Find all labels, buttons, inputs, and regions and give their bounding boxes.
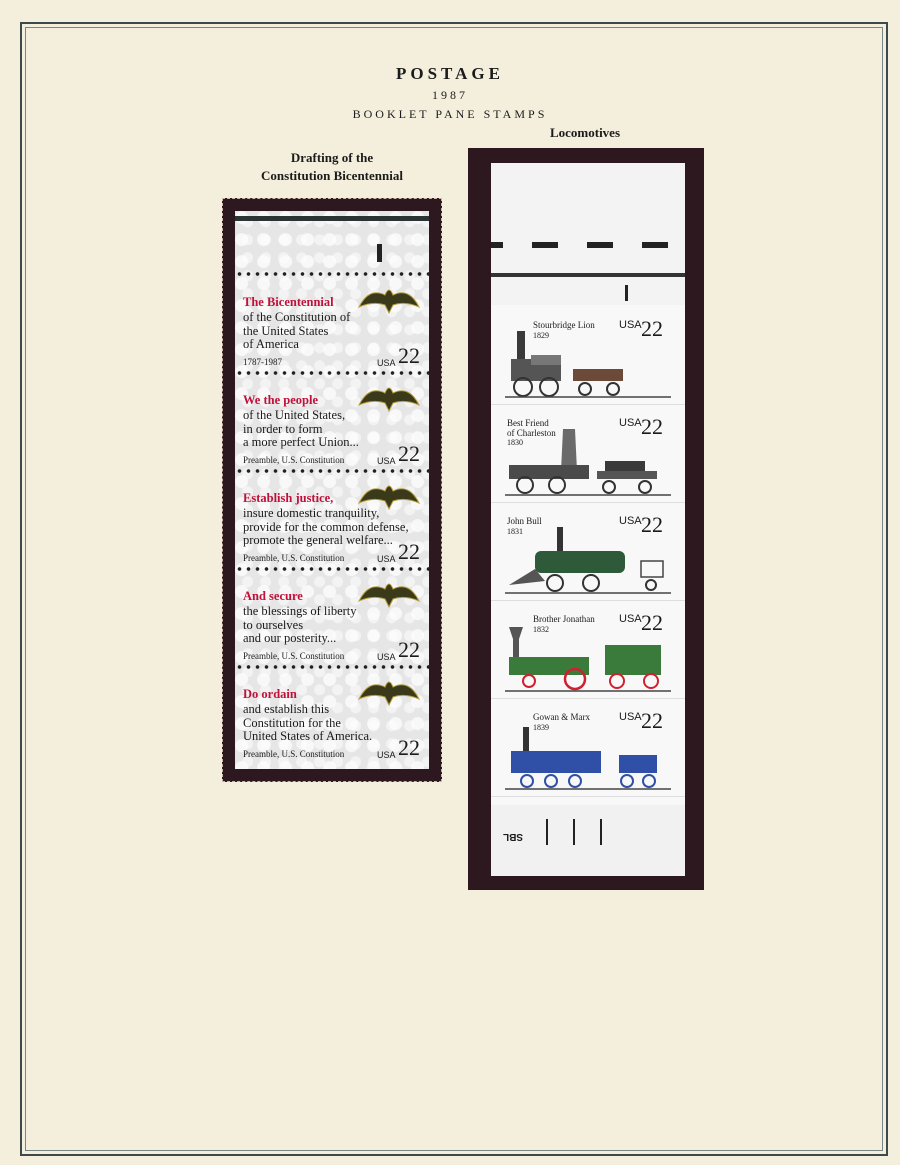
locomotive-illustration <box>505 427 671 497</box>
stamp-value: 22 <box>398 441 420 466</box>
plate-mark <box>377 244 382 262</box>
eagle-icon <box>357 381 421 413</box>
stamp-country: USA <box>377 456 396 466</box>
stamp-country: USA <box>377 358 396 368</box>
locomotive-year: 1829 <box>533 330 549 340</box>
constitution-caption-line2: Constitution Bicentennial <box>261 168 403 183</box>
constitution-stamp-5 <box>235 669 429 767</box>
locomotives-caption: Locomotives <box>549 125 621 140</box>
stamp-country: USA <box>619 711 642 723</box>
stamp-footer: Preamble, U.S. Constitution <box>243 651 345 661</box>
locomotive-year: 1830 <box>507 438 523 447</box>
plate-mark-label: SBL <box>503 831 523 842</box>
stamp-body: the blessings of liberty to ourselves and our posterity... <box>243 604 357 645</box>
stamp-value: 22 <box>398 735 420 760</box>
locomotive-name-text: Gowan & Marx <box>533 712 590 722</box>
locomotive-stamp-4 <box>491 601 685 699</box>
stamp-footer: Preamble, U.S. Constitution <box>243 749 345 759</box>
page-year: 1987 <box>432 88 468 102</box>
tab-bar <box>235 216 429 221</box>
stamp-heading: Do ordain <box>243 687 297 701</box>
locomotive-name-text: Brother Jonathan <box>533 614 595 624</box>
tab-dash <box>642 242 668 248</box>
stamp-heading: And secure <box>243 589 303 603</box>
stamp-footer: Preamble, U.S. Constitution <box>243 455 345 465</box>
constitution-stamp-4 <box>235 571 429 669</box>
page-border-inner <box>25 27 883 1151</box>
locomotive-year: 1831 <box>507 526 523 536</box>
locomotive-illustration <box>505 525 671 595</box>
stamp-footer: 1787-1987 <box>243 357 282 367</box>
tab-dash <box>491 242 503 248</box>
stamp-heading: Establish justice, <box>243 491 334 505</box>
trailer-tick <box>600 819 602 845</box>
stamp-country: USA <box>619 319 642 331</box>
stamp-value: 22 <box>641 708 663 733</box>
eagle-icon <box>357 283 421 315</box>
stamp-footer: Preamble, U.S. Constitution <box>243 553 345 563</box>
perforation-row <box>235 272 429 276</box>
trailer-tick <box>546 819 548 845</box>
stamp-body: of the Constitution of the United States of America <box>243 310 351 351</box>
locomotive-name-text: Best Friend of Charleston <box>507 418 556 438</box>
constitution-stamp-3 <box>235 473 429 571</box>
locomotive-stamp-2 <box>491 405 685 503</box>
locomotive-illustration <box>505 623 671 693</box>
stamp-country: USA <box>619 417 642 429</box>
locomotive-illustration <box>505 329 671 399</box>
booklet-tab <box>235 211 429 274</box>
booklet-tab <box>491 163 685 305</box>
stamp-country: USA <box>619 613 642 625</box>
eagle-icon <box>357 577 421 609</box>
page-subtitle: BOOKLET PANE STAMPS <box>352 107 548 121</box>
tab-line <box>491 273 685 277</box>
stamp-value: 22 <box>641 610 663 635</box>
page-title: POSTAGE <box>396 64 504 83</box>
stamp-value: 22 <box>641 512 663 537</box>
stamp-country: USA <box>619 515 642 527</box>
locomotive-year: 1832 <box>533 624 549 634</box>
constitution-stamp-1 <box>235 277 429 375</box>
stamp-body: and establish this Constitution for the United States of America. <box>243 702 373 743</box>
locomotive-stamp-5 <box>491 699 685 797</box>
plate-mark <box>625 285 628 301</box>
stamp-body: insure domestic tranquility, provide for the common defense, promote the general welfare... <box>243 506 409 547</box>
constitution-booklet-pane <box>235 211 429 769</box>
trailer-tick <box>573 819 575 845</box>
stamp-country: USA <box>377 750 396 760</box>
locomotives-booklet-pane <box>491 163 685 876</box>
tab-dash <box>532 242 558 248</box>
stamp-heading: The Bicentennial <box>243 295 334 309</box>
constitution-caption-line1: Drafting of the <box>290 150 374 165</box>
stamp-value: 22 <box>398 539 420 564</box>
locomotive-illustration <box>505 721 671 791</box>
stamp-body: of the United States, in order to form a more perfect Union... <box>243 408 359 449</box>
stamp-value: 22 <box>398 343 420 368</box>
locomotive-stamp-3 <box>491 503 685 601</box>
stamp-value: 22 <box>641 414 663 439</box>
stamp-value: 22 <box>641 316 663 341</box>
stamp-value: 22 <box>398 637 420 662</box>
constitution-stamp-2 <box>235 375 429 473</box>
stamp-country: USA <box>377 554 396 564</box>
tab-dash <box>587 242 613 248</box>
locomotive-stamp-1 <box>491 307 685 405</box>
constitution-caption <box>222 149 442 185</box>
stamp-heading: We the people <box>243 393 318 407</box>
stamp-country: USA <box>377 652 396 662</box>
locomotive-name-text: Stourbridge Lion <box>533 320 595 330</box>
locomotive-year: 1839 <box>533 722 549 732</box>
locomotive-name-text: John Bull <box>507 516 542 526</box>
